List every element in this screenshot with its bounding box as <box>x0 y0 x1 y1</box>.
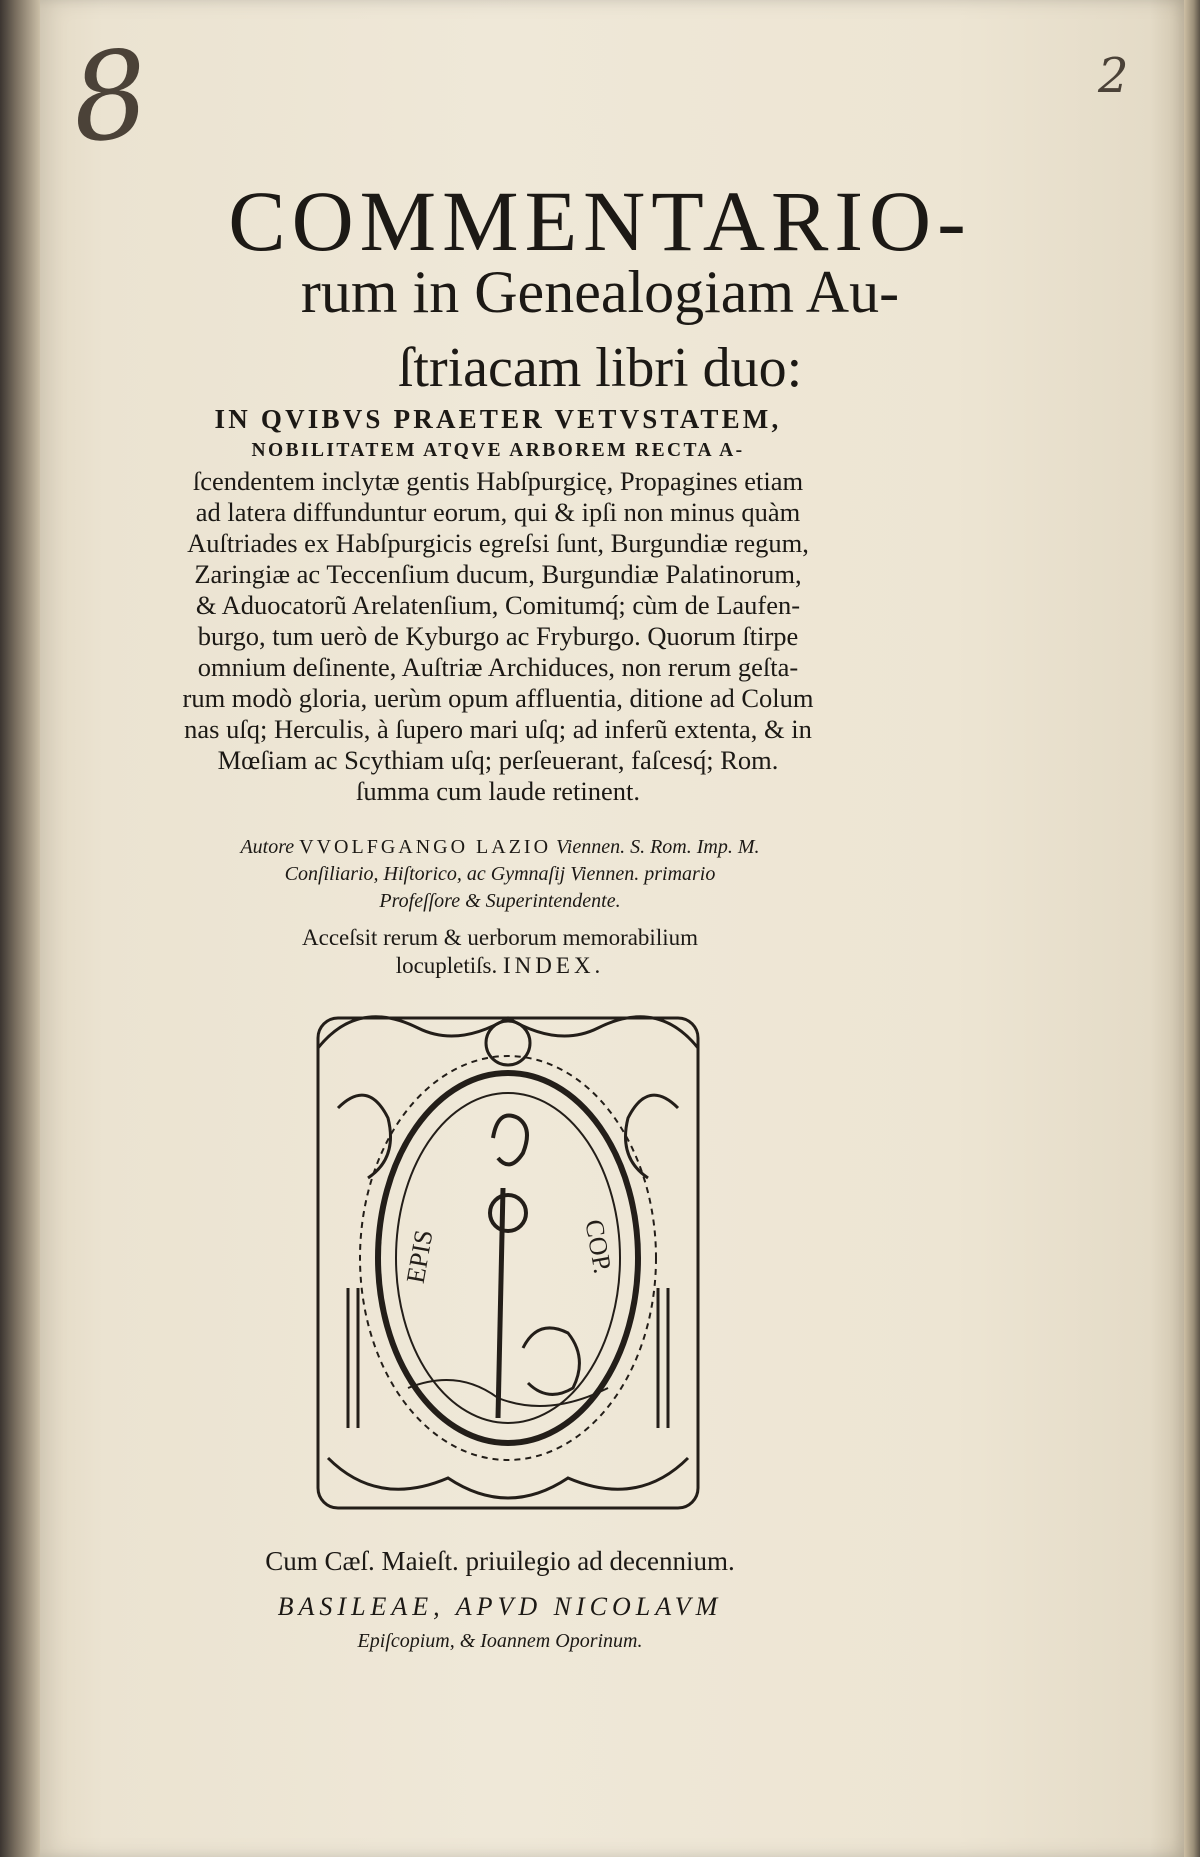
woodcut-right-text: COP. <box>579 1217 618 1276</box>
index-note-prefix: locupletiſs. <box>395 953 498 978</box>
title-line-3: ſtriacam libri duo: <box>397 337 803 399</box>
woodcut-left-text: EPIS <box>400 1227 439 1286</box>
index-note-line-1: Acceſsit rerum & uerborum memorabilium <box>302 925 698 950</box>
index-note <box>150 924 850 980</box>
subtitle-line: nas uſq; Herculis, à ſupero mari uſq; ad inferũ extenta, & in <box>184 714 812 744</box>
subtitle-line: & Aduocatorũ Arelatenſium, Comitumq́; cùm de Laufen- <box>195 590 801 620</box>
mask-ornament <box>486 1021 530 1065</box>
subtitle-line: ad latera diffunduntur eorum, qui & ipſi non minus quàm <box>195 497 801 527</box>
lamb-figure <box>523 1328 579 1394</box>
bird-figure <box>493 1116 527 1165</box>
subtitle-line: IN QVIBVS PRAETER VETVSTATEM, <box>214 404 782 434</box>
subtitle-line: ſcendentem inclytæ gentis Habſpurgicę, Propagines etiam <box>192 466 804 496</box>
manuscript-mark-left: 8 <box>64 24 156 171</box>
subtitle-line: omnium deſinente, Auſtriæ Archiduces, non rerum geſta- <box>197 652 799 682</box>
imprint-line-1: BASILEAE, APVD NICOLAVM <box>277 1592 723 1621</box>
privilege-line: Cum Cæſ. Maieſt. priuilegio ad decennium. <box>265 1546 735 1576</box>
author-title: Viennen. S. Rom. Imp. M. <box>556 836 760 858</box>
subtitle-line: burgo, tum uerò de Kyburgo ac Fryburgo. Quorum ſtirpe <box>197 621 799 651</box>
woodcut-frame <box>318 1018 698 1508</box>
author-line-3: Profeſſore & Superintendente. <box>379 890 621 912</box>
subtitle-block <box>148 404 848 807</box>
subtitle-line: Mœſiam ac Scythiam uſq; perſeuerant, faſcesq́; Rom. <box>217 745 779 775</box>
printers-device-woodcut <box>298 988 718 1528</box>
imprint-line-2: Epiſcopium, & Ioannem Oporinum. <box>357 1630 643 1652</box>
subtitle-line: Zaringiæ ac Teccenſium ducum, Burgundiæ Palatinorum, <box>194 559 802 589</box>
manuscript-mark-right: 2 <box>1098 48 1129 104</box>
author-name: VVOLFGANGO LAZIO <box>299 836 552 858</box>
subtitle-line: NOBILITATEM ATQVE ARBOREM RECTA A- <box>251 440 745 461</box>
crozier-staff <box>498 1188 503 1418</box>
author-block <box>150 834 850 915</box>
index-note-index: INDEX. <box>503 953 605 978</box>
author-prefix: Autore <box>240 836 295 858</box>
subtitle-line: Auſtriades ex Habſpurgicis egreſsi ſunt, Burgundiæ regum, <box>187 528 809 558</box>
subtitle-line: ſumma cum laude retinent. <box>355 776 641 806</box>
subtitle-line: rum modò gloria, uerùm opum affluentia, ditione ad Colum <box>182 683 814 713</box>
title-line-1: COMMENTARIO- <box>228 173 972 269</box>
author-line-2: Conſiliario, Hiſtorico, ac Gymnaſij Viennen. primario <box>284 863 716 885</box>
title-line-2: rum in Genealogiam Au- <box>300 259 900 325</box>
